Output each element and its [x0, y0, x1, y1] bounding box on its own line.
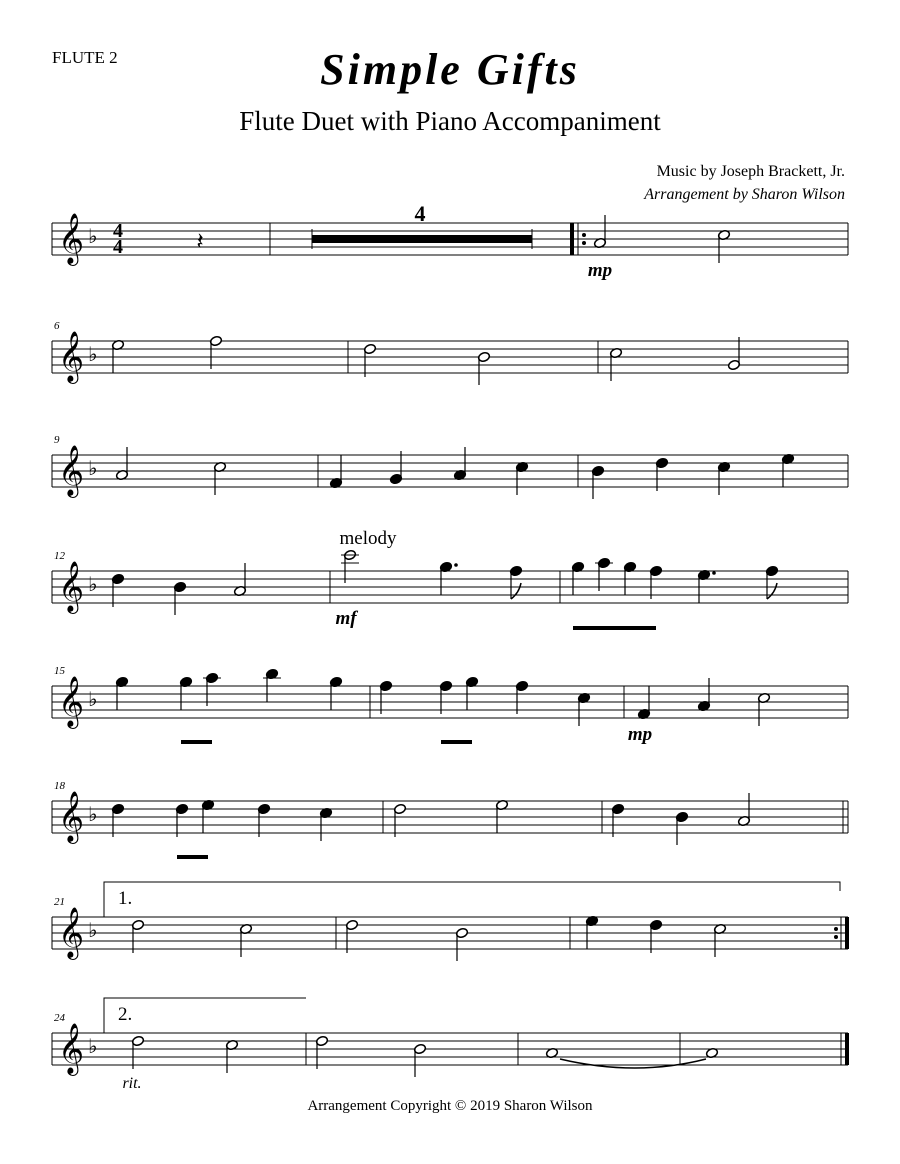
part-label: FLUTE 2 [52, 48, 118, 67]
treble-clef-icon: 𝄞 [58, 213, 85, 264]
measure-number: 12 [54, 550, 65, 562]
repeat-dot [582, 241, 586, 245]
staff-system [52, 896, 849, 960]
dynamic-mf: mf [335, 608, 357, 629]
staff-system [52, 550, 848, 614]
flat-icon: ♭ [88, 687, 98, 711]
beam [181, 740, 212, 744]
piece-subtitle: Flute Duet with Piano Accompaniment [239, 106, 661, 136]
volta-2-label: 2. [118, 1004, 133, 1025]
measure-number: 21 [54, 896, 65, 908]
time-signature-digit: 4 [113, 220, 123, 242]
volta-1-label: 1. [118, 888, 133, 909]
start-repeat [570, 223, 574, 255]
flag [511, 583, 521, 599]
flat-icon: ♭ [88, 1034, 98, 1058]
measure-number: 24 [54, 1012, 65, 1024]
beam [573, 626, 656, 630]
staff-system [52, 1012, 849, 1076]
volta-2-bracket [104, 998, 306, 1033]
measure-number: 15 [54, 665, 65, 677]
composer-credit: Music by Joseph Brackett, Jr. [656, 163, 845, 180]
expression-text: melody [339, 528, 397, 549]
repeat-dot [834, 927, 838, 931]
flat-icon: ♭ [88, 802, 98, 826]
treble-clef-icon: 𝄞 [58, 561, 85, 612]
repeat-dot [834, 935, 838, 939]
dot [454, 563, 458, 567]
staff-system [52, 665, 848, 729]
flag [767, 583, 777, 599]
multirest-bar [312, 235, 532, 243]
flat-icon: ♭ [88, 224, 98, 248]
arranger-credit: Arrangement by Sharon Wilson [644, 186, 845, 203]
flat-icon: ♭ [88, 342, 98, 366]
treble-clef-icon: 𝄞 [58, 791, 85, 842]
repeat-barline [845, 917, 849, 949]
repeat-dot [582, 233, 586, 237]
dynamic-rit: rit. [122, 1075, 142, 1092]
copyright-notice: Arrangement Copyright © 2019 Sharon Wilson [307, 1098, 593, 1114]
treble-clef-icon: 𝄞 [58, 445, 85, 496]
measure-number: 6 [54, 320, 60, 332]
beam [177, 855, 208, 859]
tie [560, 1059, 706, 1068]
dynamic-mp-2: mp [627, 724, 653, 745]
flat-icon: ♭ [88, 456, 98, 480]
measure-number: 18 [54, 780, 65, 792]
staff-system [52, 320, 848, 384]
volta-1-bracket [104, 882, 840, 917]
time-signature-digit: 4 [113, 236, 123, 258]
dynamic-mp: mp [587, 260, 613, 281]
multirest-count: 4 [414, 201, 426, 226]
beam [441, 740, 472, 744]
measure-number: 9 [54, 434, 60, 446]
treble-clef-icon: 𝄞 [58, 907, 85, 958]
flat-icon: ♭ [88, 918, 98, 942]
treble-clef-icon: 𝄞 [58, 676, 85, 727]
treble-clef-icon: 𝄞 [58, 1023, 85, 1074]
flat-icon: ♭ [88, 572, 98, 596]
dot [712, 571, 716, 575]
piece-title: Simple Gifts [320, 45, 580, 94]
treble-clef-icon: 𝄞 [58, 331, 85, 382]
quarter-rest-icon: 𝄽 [196, 227, 204, 255]
staff-system [52, 780, 848, 844]
final-barline [845, 1033, 849, 1065]
